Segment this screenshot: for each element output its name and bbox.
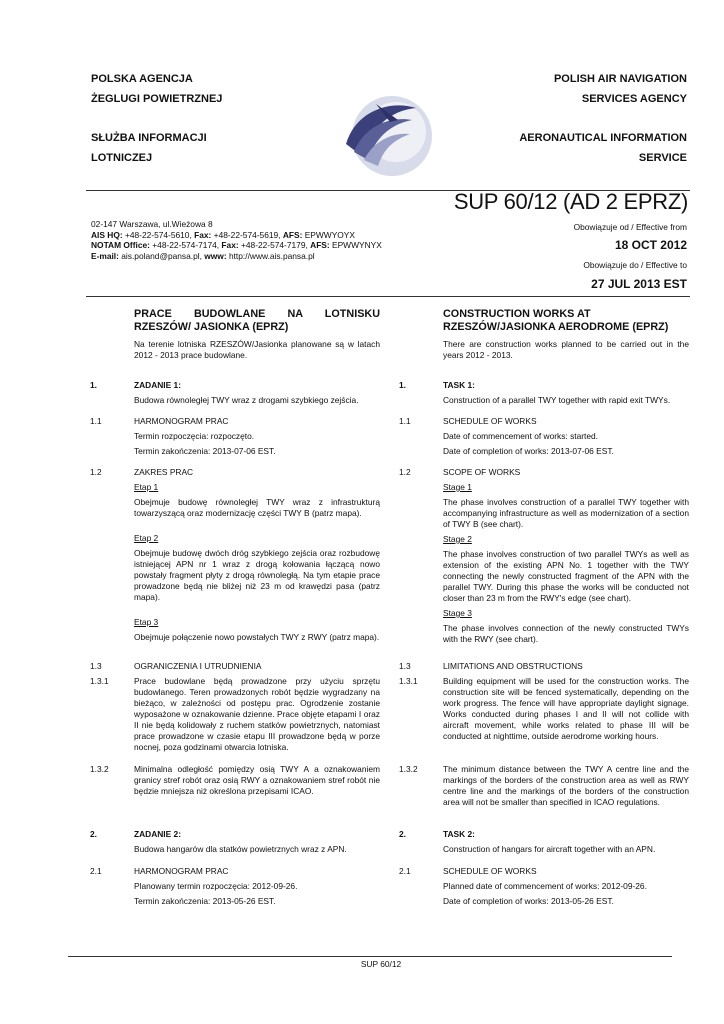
schedule1-title-pl: HARMONOGRAM PRAC xyxy=(134,416,229,426)
stage1-label-pl: Etap 1 xyxy=(134,482,159,492)
section-number-1-1-en: 1.1 xyxy=(399,416,411,426)
header-right-line3: AERONAUTICAL INFORMATION xyxy=(519,132,687,144)
scope-title-pl: ZAKRES PRAC xyxy=(134,467,194,477)
effective-to-label: Obowiązuje do / Effective to xyxy=(583,260,687,270)
section-number-1-2-en: 1.2 xyxy=(399,467,411,477)
stage1-label-en: Stage 1 xyxy=(443,482,472,492)
schedule2-en xyxy=(443,866,689,907)
stage2-text-en: The phase involves construction of two parallel TWYs as well as extension of the existing APN No. 1 together with the TWY connecting the newly constructed fragment of the APN with the parallel TWY. During this phase the works will be conducted not closer than 23 m from the RWY's edge (see chart). xyxy=(443,549,689,603)
title-pl: PRACE BUDOWLANE NA LOTNISKU RZESZÓW/ JASIONKA (EPRZ) xyxy=(134,308,380,333)
header-right-line2: SERVICES AGENCY xyxy=(581,93,687,105)
agency-name-en xyxy=(430,69,687,168)
footer-divider xyxy=(68,956,672,957)
limits-title-pl: OGRANICZENIA I UTRUDNIENIA xyxy=(134,661,262,671)
task2-text-en: Construction of hangars for aircraft together with an APN. xyxy=(443,844,656,854)
section-number-2-en: 2. xyxy=(399,829,406,839)
contact-block xyxy=(91,219,411,261)
stage3-label-pl: Etap 3 xyxy=(134,617,159,627)
stage1-text-pl: Obejmuje budowę równoległej TWY wraz z infrastrukturą towarzyszącą oraz modernizację części TWY B (patrz mapa). xyxy=(134,497,380,518)
schedule2-end-pl: Termin zakończenia: 2013-05-26 EST. xyxy=(134,896,276,906)
task2-title-en: TASK 2: xyxy=(443,829,475,839)
contact-notam-line: NOTAM Office: +48-22-574-7174, Fax: +48-22-574-7179, AFS: EPWWYNYX xyxy=(91,240,382,251)
section-number-1-3-1: 1.3.1 xyxy=(90,676,109,686)
section-number-1-1: 1.1 xyxy=(90,416,102,426)
effective-from-label: Obowiązuje od / Effective from xyxy=(573,222,687,232)
task1-title-pl: ZADANIE 1: xyxy=(134,380,181,390)
section-number-1-3-2-en: 1.3.2 xyxy=(399,764,418,774)
schedule1-pl xyxy=(134,416,380,457)
stage1-text-en: The phase involves construction of a parallel TWY together with accompanying infrastructure as well as modernization of a section of TWY B (see chart). xyxy=(443,497,689,529)
limits-title-en: LIMITATIONS AND OBSTRUCTIONS xyxy=(443,661,583,671)
intro-pl: Na terenie lotniska RZESZÓW/Jasionka planowane są w latach 2012 - 2013 prace budowlane. xyxy=(134,339,380,360)
header-left-line3: SŁUŻBA INFORMACJI xyxy=(91,132,207,144)
sup-title: SUP 60/12 (AD 2 EPRZ) xyxy=(453,189,688,214)
limits-131-en: Building equipment will be used for the construction works. The construction site will be fenced systematically, depending on the work progress. The fence will have appropriate daylight signage. Works conducted during phases I and II will not collide with aircraft movement, while works related to phase III will be conducted at nighttime, outside aerodrome working hours. xyxy=(443,676,689,741)
section-number-1-3-en: 1.3 xyxy=(399,661,411,671)
task2-title-pl: ZADANIE 2: xyxy=(134,829,181,839)
task1-title-en: TASK 1: xyxy=(443,380,475,390)
contact-divider xyxy=(86,296,690,297)
header-left-line1: POLSKA AGENCJA xyxy=(91,73,193,85)
section-number-2: 2. xyxy=(90,829,97,839)
pansa-logo-icon xyxy=(336,86,436,178)
title-en: CONSTRUCTION WORKS AT RZESZÓW/JASIONKA AERODROME (EPRZ) xyxy=(443,308,669,333)
task1-text-en: Construction of a parallel TWY together with rapid exit TWYs. xyxy=(443,395,671,405)
section-number-1-en: 1. xyxy=(399,380,406,390)
schedule2-title-en: SCHEDULE OF WORKS xyxy=(443,866,537,876)
scope-en xyxy=(443,467,689,645)
stage3-text-en: The phase involves connection of the newly constructed TWYs with the RWY (see chart). xyxy=(443,623,689,644)
section-number-2-1: 2.1 xyxy=(90,866,102,876)
contact-hq-line: AIS HQ: +48-22-574-5610, Fax: +48-22-574-5619, AFS: EPWWYOYX xyxy=(91,229,355,240)
header-left-line2: ŻEGLUGI POWIETRZNEJ xyxy=(91,93,223,105)
schedule1-en xyxy=(443,416,689,457)
schedule2-start-en: Planned date of commencement of works: 2012-09-26. xyxy=(443,881,647,891)
task1-text-pl: Budowa równoległej TWY wraz z drogami szybkiego zejścia. xyxy=(134,395,359,405)
schedule1-end-en: Date of completion of works: 2013-07-06 EST. xyxy=(443,446,614,456)
schedule2-pl xyxy=(134,866,380,907)
intro-en: There are construction works planned to be carried out in the years 2012 - 2013. xyxy=(443,339,689,360)
contact-email-line: E-mail: ais.poland@pansa.pl, www: http://www.ais.pansa.pl xyxy=(91,250,315,261)
section-number-1: 1. xyxy=(90,380,97,390)
section-number-2-1-en: 2.1 xyxy=(399,866,411,876)
effective-to-date: 27 JUL 2013 EST xyxy=(591,277,687,291)
scope-title-en: SCOPE OF WORKS xyxy=(443,467,521,477)
header-left-line4: LOTNICZEJ xyxy=(91,152,153,164)
stage2-label-pl: Etap 2 xyxy=(134,533,159,543)
schedule1-end-pl: Termin zakończenia: 2013-07-06 EST. xyxy=(134,446,276,456)
effective-block xyxy=(450,221,687,295)
stage3-text-pl: Obejmuje połączenie nowo powstałych TWY z RWY (patrz mapa). xyxy=(134,632,380,642)
stage3-label-en: Stage 3 xyxy=(443,608,472,618)
scope-pl xyxy=(134,467,380,643)
agency-name-pl xyxy=(91,69,291,168)
schedule2-title-pl: HARMONOGRAM PRAC xyxy=(134,866,229,876)
effective-from-date: 18 OCT 2012 xyxy=(614,238,687,252)
stage2-text-pl: Obejmuje budowę dwóch dróg szybkiego zejścia oraz rozbudowę istniejącej APN nr 1 wraz z drogą kołowania łączącą nowo powstały fragment płyty z drogą równoległą. Na tym etapie prace prowadzone będą nie bliżej niż 23 m od krawędzi pasa (patrz mapa). xyxy=(134,548,380,602)
header-right-line1: POLISH AIR NAVIGATION xyxy=(553,73,687,85)
section-number-1-3-2: 1.3.2 xyxy=(90,764,109,774)
schedule1-title-en: SCHEDULE OF WORKS xyxy=(443,416,537,426)
limits-132-pl: Minimalna odległość pomiędzy osią TWY A a oznakowaniem granicy stref robót oraz osią RWY a oznakowaniem stref robót nie będzie mniejsza niż określona przepisami ICAO. xyxy=(134,764,380,796)
section-number-1-3: 1.3 xyxy=(90,661,102,671)
footer-page-ref: SUP 60/12 xyxy=(360,959,402,969)
task2-text-pl: Budowa hangarów dla statków powietrznych wraz z APN. xyxy=(134,844,347,854)
schedule1-start-en: Date of commencement of works: started. xyxy=(443,431,598,441)
limits-132-en: The minimum distance between the TWY A centre line and the markings of the borders of the construction area as well as RWY centre line and the markings of the borders of the construction area will not be smaller than specified in ICAO regulations. xyxy=(443,764,689,807)
section-number-1-3-1-en: 1.3.1 xyxy=(399,676,418,686)
contact-address: 02-147 Warszawa, ul.Wieżowa 8 xyxy=(91,219,213,229)
schedule1-start-pl: Termin rozpoczęcia: rozpoczęto. xyxy=(134,431,255,441)
stage2-label-en: Stage 2 xyxy=(443,534,472,544)
section-number-1-2: 1.2 xyxy=(90,467,102,477)
limits-131-pl: Prace budowlane będą prowadzone przy użyciu sprzętu budowlanego. Teren prowadzonych robót będzie wygradzany na bieżąco, w zależności od postępu prac. Ogrodzenie zostanie wyposażone w oznakowanie dzienne. Prace objęte etapami I oraz II nie będą kolidowały z ruchem statków powietrznych, natomiast prace prowadzone w czasie etapu III prowadzone będą w porze nocnej, poza godzinami otwarcia lotniska. xyxy=(134,676,380,752)
schedule2-end-en: Date of completion of works: 2013-05-26 EST. xyxy=(443,896,614,906)
header-right-line4: SERVICE xyxy=(638,152,687,164)
schedule2-start-pl: Planowany termin rozpoczęcia: 2012-09-26. xyxy=(134,881,298,891)
